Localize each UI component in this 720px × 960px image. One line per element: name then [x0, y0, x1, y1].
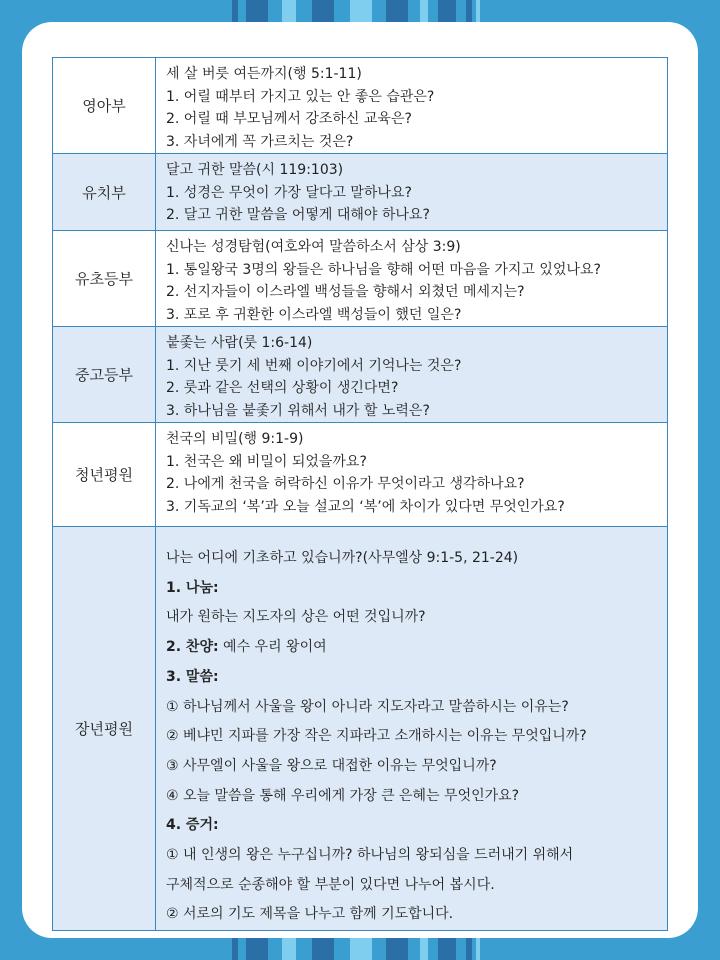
question: 1. 통일왕국 3명의 왕들은 하나님을 향해 어떤 마음을 가지고 있었나요?: [166, 261, 601, 278]
department-label: 유초등부: [53, 231, 156, 327]
section-heading: 3. 말씀:: [166, 668, 219, 685]
question: 2. 어릴 때 부모님께서 강조하신 교육은?: [166, 111, 412, 127]
question: ① 하나님께서 사울을 왕이 아니라 지도자라고 말씀하시는 이유는?: [166, 698, 569, 715]
question: 1. 천국은 왜 비밀이 되었을까요?: [166, 453, 367, 470]
question: ③ 사무엘이 사울을 왕으로 대접한 이유는 무엇입니까?: [166, 757, 497, 774]
lesson-title: 달고 귀한 말씀(시 119:103): [166, 162, 344, 178]
lesson-title: 세 살 버릇 여든까지(행 5:1-11): [166, 66, 362, 82]
lesson-title: 나는 어디에 기초하고 있습니까?(사무엘상 9:1-5, 21-24): [166, 550, 519, 566]
question: 3. 포로 후 귀환한 이스라엘 백성들이 했던 일은?: [166, 306, 462, 323]
top-stripe-decoration: [0, 0, 720, 22]
lesson-content: [156, 58, 668, 154]
question: 내가 원하는 지도자의 상은 어떤 것입니까?: [166, 609, 426, 626]
table-row: [53, 527, 668, 931]
question: 2. 룻과 같은 선택의 상황이 생긴다면?: [166, 380, 399, 396]
question: ② 서로의 기도 제목을 나누고 함께 기도합니다.: [166, 906, 454, 923]
table-row: [53, 58, 668, 154]
question: 2. 달고 귀한 말씀을 어떻게 대해야 하나요?: [166, 207, 430, 223]
lesson-content: [156, 231, 668, 327]
department-label: 청년평원: [53, 423, 156, 527]
praise-song: 예수 우리 왕이여: [218, 639, 327, 656]
lesson-content: [156, 423, 668, 527]
department-label: 중고등부: [53, 327, 156, 423]
question: ① 내 인생의 왕은 누구십니까? 하나님의 왕되심을 드러내기 위해서: [166, 847, 574, 864]
question: ② 베냐민 지파를 가장 작은 지파라고 소개하시는 이유는 무엇입니까?: [166, 728, 587, 745]
question: ④ 오늘 말씀을 통해 우리에게 가장 큰 은혜는 무엇인가요?: [166, 787, 520, 804]
lesson-content: [156, 154, 668, 231]
section-heading: 1. 나눔:: [166, 579, 219, 596]
question: 1. 지난 룻기 세 번째 이야기에서 기억나는 것은?: [166, 357, 462, 374]
lesson-title: 신나는 성경탐험(여호와여 말씀하소서 삼상 3:9): [166, 239, 461, 255]
question: 구체적으로 순종해야 할 부분이 있다면 나누어 봅시다.: [166, 876, 495, 893]
table-row: [53, 423, 668, 527]
question: 3. 기독교의 ‘복’과 오늘 설교의 ‘복’에 차이가 있다면 무엇인가요?: [166, 498, 565, 515]
question: 3. 자녀에게 꼭 가르치는 것은?: [166, 133, 354, 150]
section-heading: 4. 증거:: [166, 817, 219, 834]
table-row: [53, 327, 668, 423]
question: 3. 하나님을 붙좇기 위해서 내가 할 노력은?: [166, 402, 430, 419]
lesson-title: 천국의 비밀(행 9:1-9): [166, 431, 304, 447]
question: 1. 어릴 때부터 가지고 있는 안 좋은 습관은?: [166, 88, 435, 105]
bottom-stripe-decoration: [0, 938, 720, 960]
lesson-title: 붙좇는 사람(룻 1:6-14): [166, 335, 313, 351]
section-heading: 2. 찬양:: [166, 639, 219, 656]
department-label: 유치부: [53, 154, 156, 231]
question: 1. 성경은 무엇이 가장 달다고 말하나요?: [166, 184, 412, 201]
praise-line: [166, 633, 667, 663]
table-row: [53, 154, 668, 231]
department-label: 장년평원: [53, 527, 156, 931]
lesson-content: [156, 527, 668, 931]
department-label: 영아부: [53, 58, 156, 154]
lesson-content: [156, 327, 668, 423]
question: 2. 선지자들이 이스라엘 백성들을 향해서 외쳤던 메세지는?: [166, 284, 525, 300]
table-row: [53, 231, 668, 327]
question: 2. 나에게 천국을 허락하신 이유가 무엇이라고 생각하나요?: [166, 476, 525, 492]
study-guide-table: [52, 57, 668, 931]
